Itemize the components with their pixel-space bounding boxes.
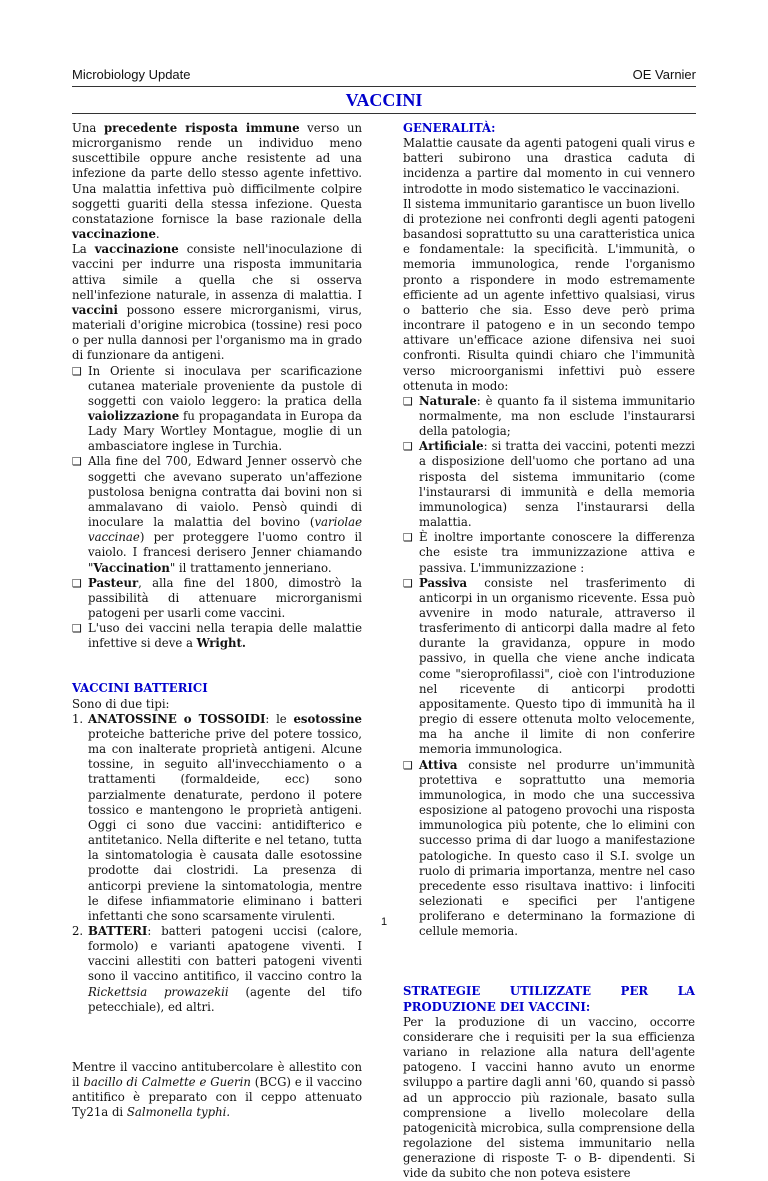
right-column: [403, 121, 695, 1181]
text-run: (BCG) e il vaccino antitifico è preparato con il ceppo attenuato Ty21a di: [72, 1075, 362, 1120]
text-run: consiste nel trasferimento di anticorpi in un organismo ricevente. Essa può avvenire in modo naturale, attraverso il trasferimento di anticorpi dalla madre al feto durante la gravidanza, oppure in modo passivo, in quella che viene anche indicata come "sieroprofilassi", cioè con l'introduzione nel ricevente di anticorpi prodotti appositamente. Questo tipo di immunità ha il pregio di essere ottenuta molto velocemente, ma ha anche il limite di non conferire memoria immunologica.: [419, 575, 695, 757]
checkbox-bullet-icon: ❑: [403, 531, 413, 545]
text-run: variolae vaccinae: [88, 515, 362, 545]
list-item: [403, 439, 695, 530]
checkbox-bullet-icon: ❑: [403, 576, 413, 590]
spacer: [72, 1045, 362, 1060]
text-run: " il trattamento jenneriano.: [169, 560, 332, 575]
generalities-paragraph-2: Il sistema immunitario garantisce un buon livello di protezione nei confronti degli agenti patogeni basandosi soprattutto su una caratteristica unica e fondamentale: la specificità. L'immunità, o memoria immunologica, rende l'organismo pronto a rispondere in modo estremamente efficiente ad un agente infettivo qualsiasi, virus o batterio che sia. Esso deve però prima incontrare il patogeno e in un secondo tempo attivare un'efficace azione difensiva nei suoi confronti. Risulta quindi chiaro che l'immunità verso microorganismi infettivi può essere ottenuta in modo:: [403, 196, 695, 393]
text-run: Attiva: [419, 757, 458, 772]
generalities-paragraph-1: Malattie causate da agenti patogeni quali virus e batteri subirono una drastica caduta di incidenza a partire dal momento in cui vennero introdotte in modo sistematico le vaccinazioni.: [403, 136, 695, 196]
page-number: 1: [380, 916, 388, 928]
spacer: [72, 651, 362, 666]
text-run: , alla fine del 1800, dimostrò la passibilità di attenuare microrganismi patogeni per usarli come vaccini.: [88, 575, 362, 620]
header-rule: [72, 86, 696, 87]
text-run: Salmonella typhi.: [126, 1105, 231, 1120]
text-run: : si tratta dei vaccini, potenti mezzi a disposizione dell'uomo che portano ad una risposta del sistema immunitario (come l'instaurarsi di immunità e della memoria immunologica) senza l'instaurarsi della malattia.: [419, 439, 695, 530]
text-run: In Oriente si inoculava per scarificazione cutanea materiale proveniente da pustole di soggetti con vaiolo leggero: la pratica della: [88, 363, 362, 408]
text-run: consiste nell'inoculazione di vaccini per indurre una risposta immunitaria attiva simile a quella che si osserva nell'infezione naturale, in assenza di malattia. I: [72, 242, 362, 302]
closing-paragraph: [72, 1060, 362, 1121]
text-run: precedente risposta immune: [103, 121, 300, 135]
list-item: [403, 530, 695, 575]
text-run: Wright.: [196, 636, 246, 651]
item-number: 2.: [72, 923, 84, 938]
text-run: La: [72, 242, 95, 257]
spacer: [72, 1015, 362, 1030]
list-item: [72, 364, 362, 455]
spacer: [403, 969, 695, 984]
checkbox-bullet-icon: ❑: [72, 576, 82, 590]
text-run: possono essere microrganismi, virus, materiali d'origine microbica (tossine) resi poco o per nulla dannosi per l'organismo ma in grado di funzionare da antigeni.: [72, 302, 362, 363]
spacer: [403, 939, 695, 954]
text-run: vaccinazione: [94, 242, 179, 257]
text-run: Mentre il vaccino antitubercolare è allestito con il: [72, 1059, 362, 1090]
text-run: vaccinazione: [72, 227, 156, 242]
text-run: (agente del tifo petecchiale), ed altri.: [88, 984, 362, 1014]
list-item: [72, 454, 362, 575]
strategies-paragraph: Per la produzione di un vaccino, occorre considerare che i requisiti per la sua efficienza variano in relazione alla natura dell'agente patogeno. I vaccini hanno avuto un enorme sviluppo a partire dagli anni '60, quando si passò ad un approccio più razionale, basato sulla comprensione a livello molecolare della patogenicità microbica, sulla comprensione della regolazione del sistema immunitario nella generazione di risposte T- o B- dipendenti. Si vide da subito che non poteva esistere: [403, 1014, 695, 1181]
text-run: ) per proteggere l'uomo contro il vaiolo. I francesi derisero Jenner chiamando ": [88, 530, 362, 575]
spacer: [72, 1030, 362, 1045]
numbered-item: [72, 712, 362, 924]
checkbox-bullet-icon: ❑: [403, 394, 413, 408]
list-item: [403, 394, 695, 439]
document-title: VACCINI: [345, 90, 423, 110]
list-item: [72, 576, 362, 621]
immunity-list: [403, 394, 695, 940]
text-run: Alla fine del 700, Edward Jenner osservò che soggetti che avevano superato un'affezione pustolosa benigna contratta dai bovini non si ammalavano di vaiolo. Pensò quindi di inoculare la malattia del bovino (: [88, 454, 362, 530]
text-run: : batteri patogeni uccisi (calore, formolo) e varianti apatogene viventi. I vaccini allestiti con batteri patogeni viventi sono il vaccino antitifico, il vaccino contro la: [88, 923, 362, 984]
text-run: .: [155, 227, 160, 242]
checkbox-bullet-icon: ❑: [72, 455, 82, 469]
text-run: Pasteur: [88, 575, 139, 590]
text-run: consiste nel produrre un'immunità protettiva e soprattutto una memoria immunologica, in modo che una successiva esposizione al patogeno provochi una risposta immunologica più potente, che lo elimini con successo prima di dar luogo a manifestazione patologiche. In questo caso il S.I. svolge un ruolo di primaria importanza, mentre nel caso precedente esso risultava inattivo: i linfociti selezionati e specifici per l'antigene proliferano e determinano la formazione di cellule memoria.: [419, 757, 695, 939]
text-run: vaiolizzazione: [88, 408, 180, 423]
text-run: L'uso dei vaccini nella terapia delle malattie infettive si deve a: [88, 621, 362, 651]
text-run: Rickettsia prowazekii: [88, 984, 229, 999]
intro-paragraph: [72, 121, 362, 242]
title-rule: [72, 113, 696, 114]
bacterial-vaccines-heading: VACCINI BATTERICI: [72, 681, 208, 696]
generalities-heading: GENERALITÀ:: [403, 121, 496, 135]
text-run: fu propagandata in Europa da Lady Mary Wortley Montague, moglie di un ambasciatore inglese in Turchia.: [88, 408, 362, 454]
text-run: Passiva: [419, 575, 468, 590]
text-run: bacillo di Calmette e Guerin: [83, 1075, 251, 1090]
checkbox-bullet-icon: ❑: [403, 440, 413, 454]
history-list: [72, 364, 362, 652]
text-run: verso un microrganismo rende un individuo meno suscettibile oppure anche resistente ad una infezione da parte dello stesso agente infettivo. Una malattia infettiva può difficilmente colpire soggetti guariti della stessa infezione. Questa constatazione fornisce la base razionale della: [72, 121, 362, 226]
text-run: Vaccination: [93, 560, 170, 575]
text-run: proteiche batteriche prive del potere tossico, ma con inalterate proprietà antigeni. Alcune tossine, in seguito all'invecchiamento o a trattamenti (formaldeide, ecc) sono parzialmente denaturate, perdono il potere tossico e mantengono le proprietà antigeni. Oggi ci sono due vaccini: antidifterico e antitetanico. Nella difterite e nel tetano, tutta la sintomatologia è causata dalle esotossine prodotte dai clostridi. La presenza di anticorpi previene la sintomatologia, mentre le difese infiammatorie eliminano i batteri infettanti che sono scarsamente virulenti.: [88, 726, 362, 923]
text-run: BATTERI: [88, 923, 148, 938]
text-run: : le: [265, 711, 294, 726]
text-run: esotossine: [293, 711, 362, 726]
left-column: [72, 121, 362, 1121]
text-run: Naturale: [419, 393, 477, 408]
text-run: È inoltre importante conoscere la differenza che esiste tra immunizzazione attiva e passiva. L'immunizzazione :: [419, 530, 695, 575]
text-run: : è quanto fa il sistema immunitario normalmente, ma non esclude l'instaurarsi della patologia;: [419, 393, 695, 439]
bacterial-vaccines-intro: Sono di due tipi:: [72, 696, 170, 711]
list-item: [72, 621, 362, 651]
text-run: Una: [72, 121, 104, 135]
checkbox-bullet-icon: ❑: [403, 758, 413, 772]
numbered-item: [72, 924, 362, 1015]
checkbox-bullet-icon: ❑: [72, 364, 82, 378]
text-run: ANATOSSINE o TOSSOIDI: [88, 711, 266, 726]
bacterial-vaccines-list: [72, 712, 362, 1015]
header-journal: Microbiology Update: [72, 67, 191, 82]
list-item: [403, 758, 695, 940]
list-item: [403, 576, 695, 758]
checkbox-bullet-icon: ❑: [72, 622, 82, 636]
page-header: [72, 64, 696, 86]
spacer: [403, 954, 695, 969]
text-run: Artificiale: [419, 439, 484, 454]
header-author: OE Varnier: [632, 67, 696, 82]
strategies-heading: STRATEGIE UTILIZZATE PER LA PRODUZIONE DEI VACCINI:: [403, 984, 695, 1014]
text-run: vaccini: [72, 302, 118, 317]
item-number: 1.: [72, 711, 84, 726]
vaccination-definition: [72, 242, 362, 363]
spacer: [72, 666, 362, 681]
